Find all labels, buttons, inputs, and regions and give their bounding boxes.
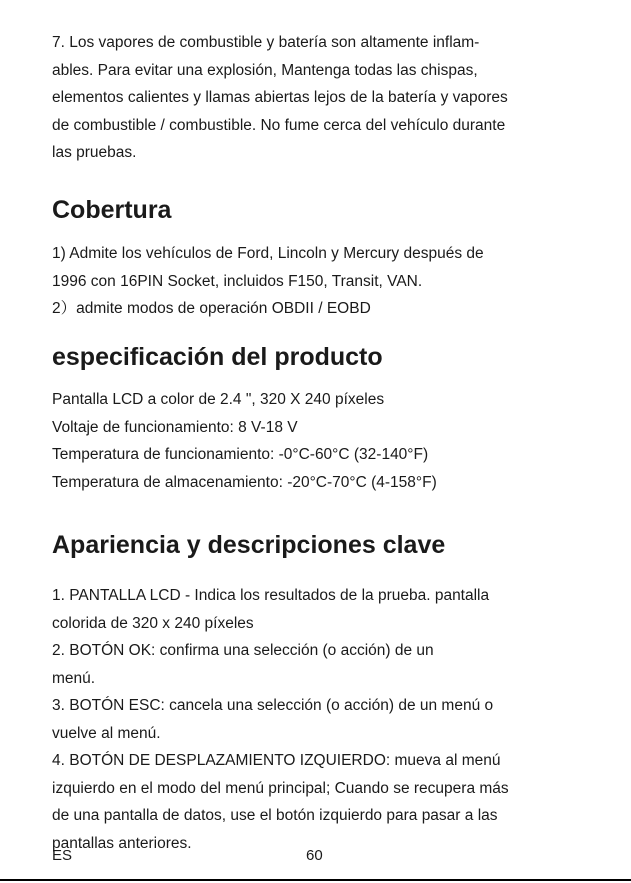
- appearance-line: menú.: [52, 669, 96, 687]
- warning-line: de combustible / combustible. No fume cerca del vehículo durante: [52, 116, 506, 134]
- coverage-line: 1) Admite los vehículos de Ford, Lincoln y Mercury después de: [52, 245, 484, 262]
- coverage-line: 2）admite modos de operación OBDII / EOBD: [52, 300, 371, 317]
- appearance-line: vuelve al menú.: [52, 724, 161, 742]
- page-number: 60: [306, 847, 323, 864]
- spec-line: Voltaje de funcionamiento: 8 V-18 V: [52, 418, 298, 436]
- warning-line: las pruebas.: [52, 144, 137, 161]
- appearance-paragraph: [52, 582, 612, 857]
- spec-line: Temperatura de almacenamiento: -20°C-70°C (4-158°F): [52, 473, 437, 491]
- specs-paragraph: [52, 386, 612, 496]
- spec-line: Temperatura de funcionamiento: -0°C-60°C (32-140°F): [52, 446, 429, 463]
- warning-paragraph: [52, 29, 612, 167]
- appearance-line: 2. BOTÓN OK: confirma una selección (o acción) de un: [52, 642, 434, 659]
- warning-line: elementos calientes y llamas abiertas lejos de la batería y vapores: [52, 89, 508, 106]
- specs-heading: especificación del producto: [52, 343, 383, 371]
- coverage-paragraph: [52, 240, 612, 323]
- appearance-line: 1. PANTALLA LCD - Indica los resultados de la prueba. pantalla: [52, 587, 490, 604]
- appearance-line: de una pantalla de datos, use el botón izquierdo para pasar a las: [52, 807, 498, 824]
- footer-language: ES: [52, 847, 73, 864]
- appearance-line: pantallas anteriores.: [52, 834, 192, 852]
- appearance-line: izquierdo en el modo del menú principal; Cuando se recupera más: [52, 779, 509, 797]
- appearance-heading: Apariencia y descripciones clave: [52, 531, 446, 559]
- warning-line: 7. Los vapores de combustible y batería son altamente inflam-: [52, 34, 480, 51]
- appearance-line: 4. BOTÓN DE DESPLAZAMIENTO IZQUIERDO: mueva al menú: [52, 752, 501, 769]
- footer-rule: [0, 879, 631, 881]
- warning-line: ables. Para evitar una explosión, Mantenga todas las chispas,: [52, 61, 478, 79]
- coverage-heading: Cobertura: [52, 196, 172, 224]
- coverage-line: 1996 con 16PIN Socket, incluidos F150, Transit, VAN.: [52, 272, 423, 290]
- appearance-line: colorida de 320 x 240 píxeles: [52, 614, 254, 632]
- appearance-line: 3. BOTÓN ESC: cancela una selección (o acción) de un menú o: [52, 697, 494, 714]
- spec-line: Pantalla LCD a color de 2.4 ", 320 X 240 píxeles: [52, 391, 385, 408]
